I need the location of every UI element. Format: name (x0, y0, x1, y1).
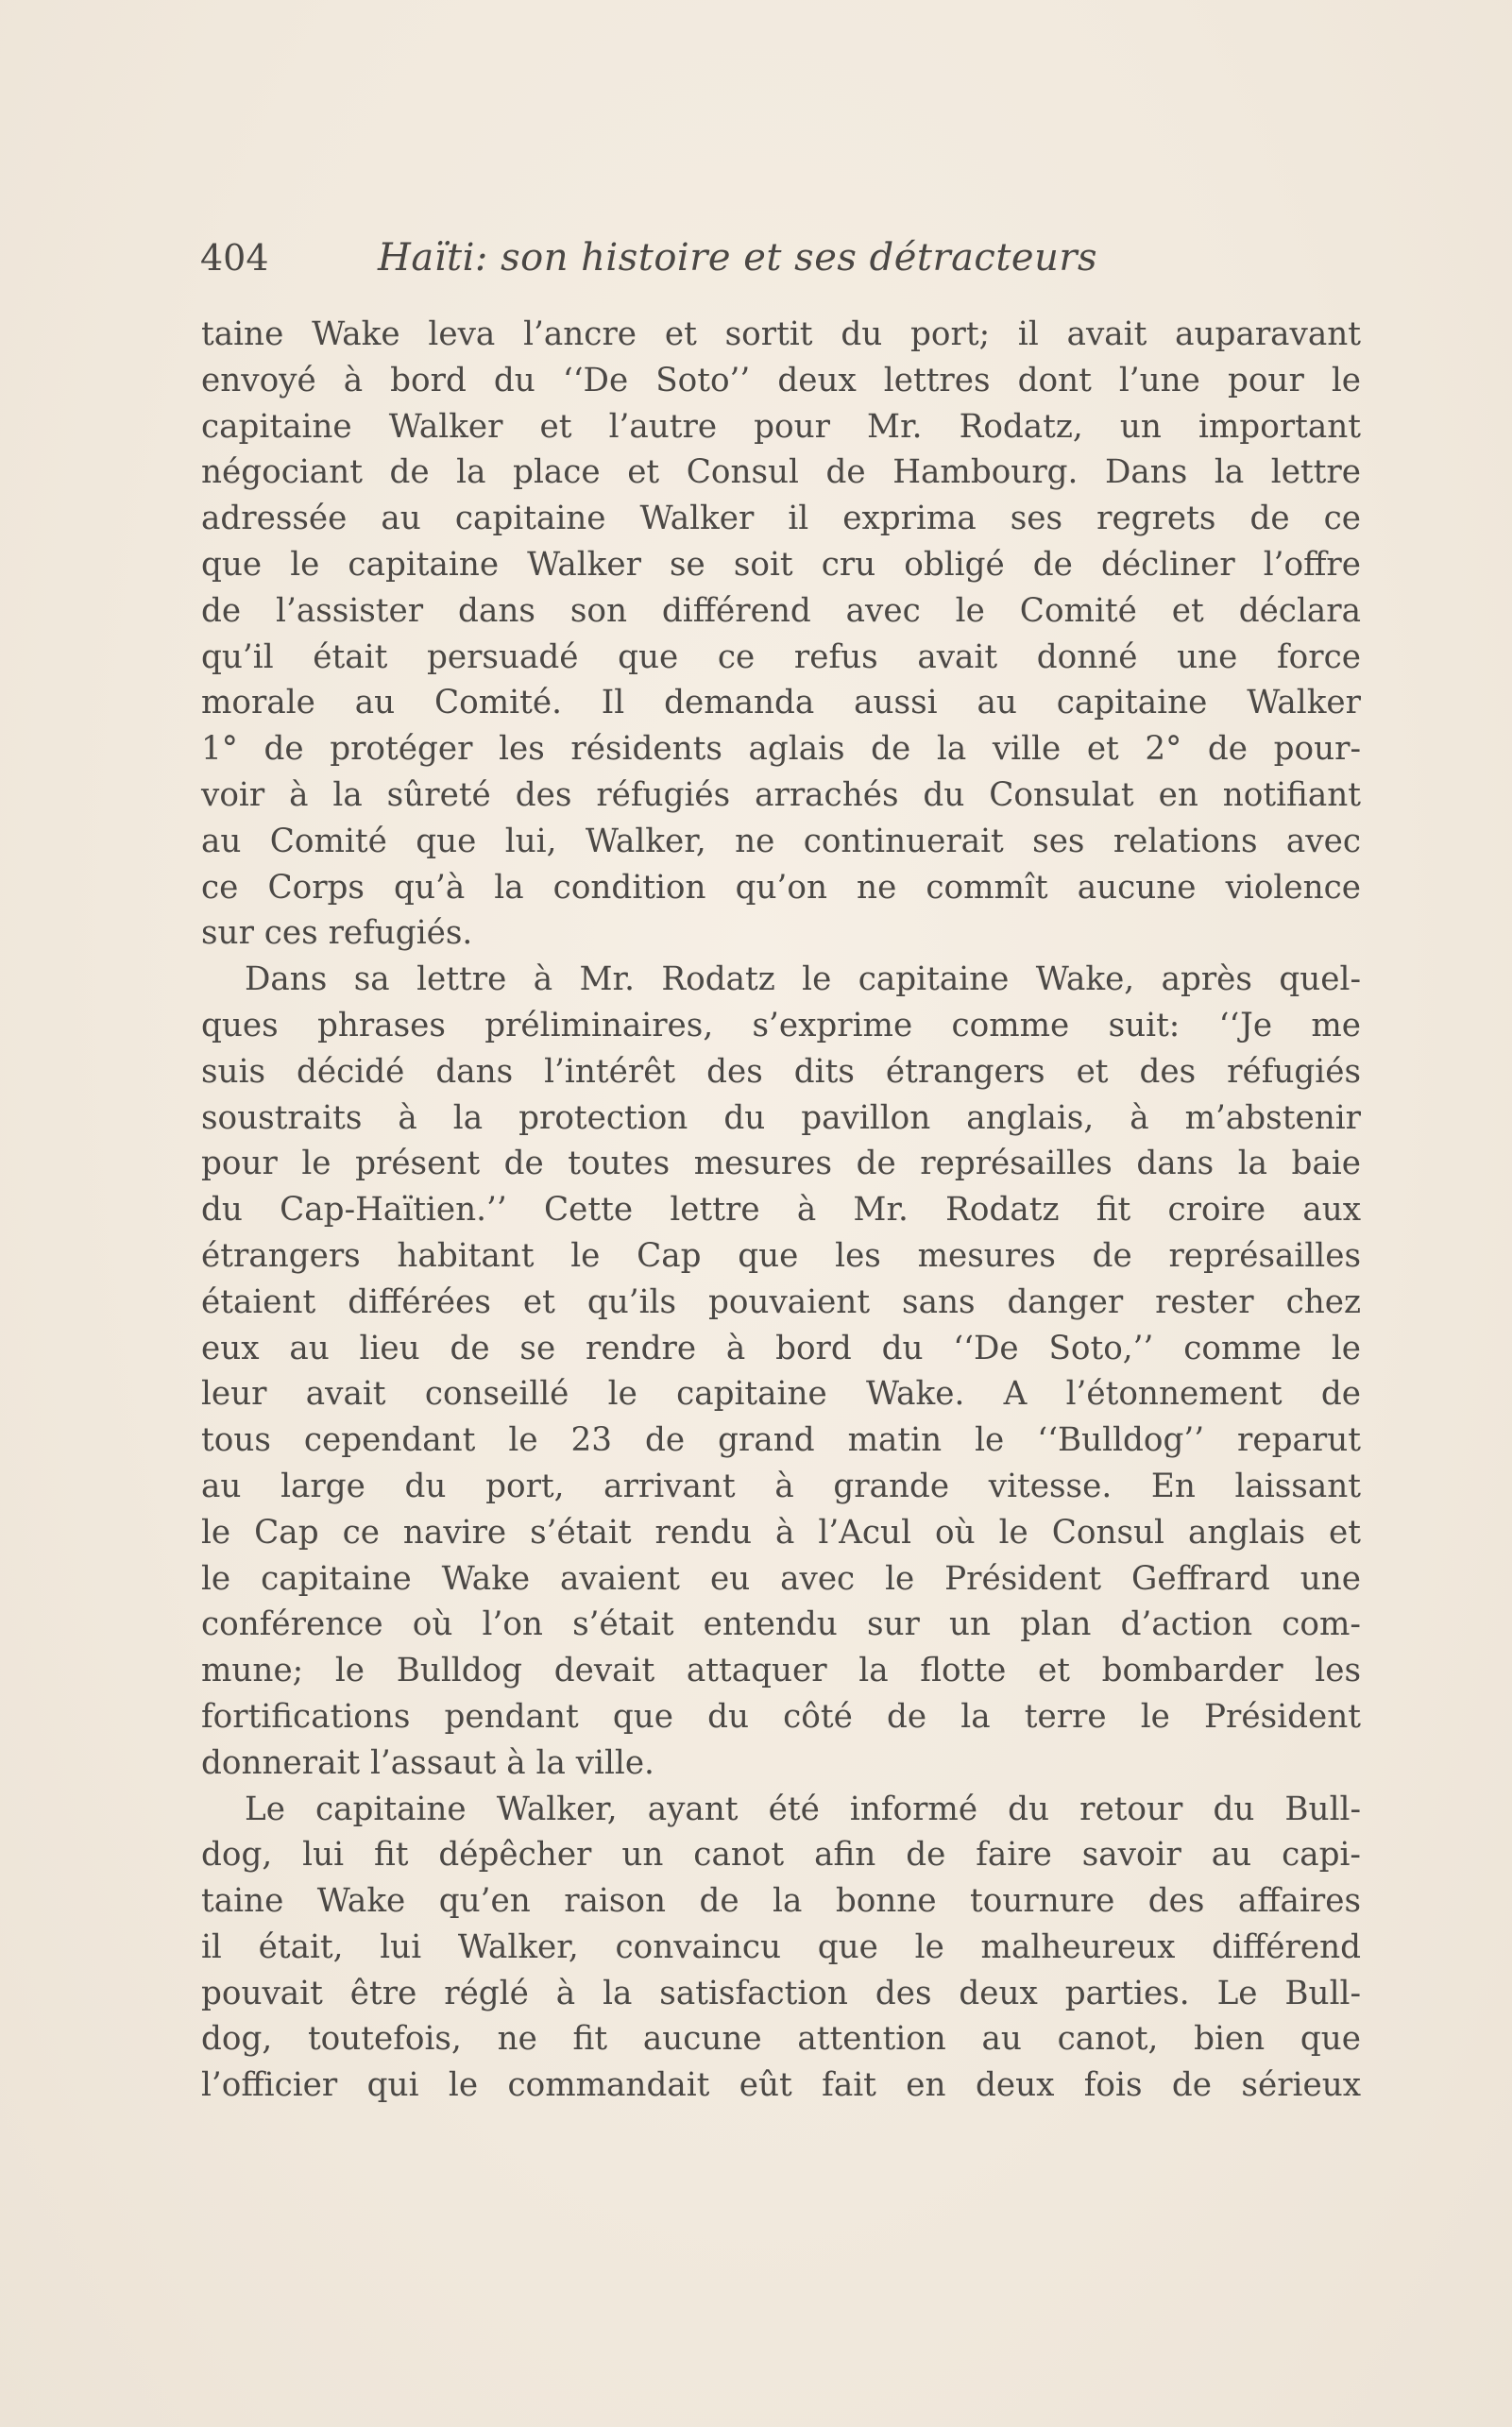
text-line: voir à la sûreté des réfugiés arrachés du Consulat en notifiant (201, 775, 1361, 814)
text-line: ques phrases préliminaires, s’exprime comme suit: ‘‘Je me (201, 1006, 1361, 1044)
text-line: capitaine Walker et l’autre pour Mr. Rodatz, un important (201, 407, 1361, 446)
body-text (201, 312, 1361, 2109)
text-line: envoyé à bord du ‘‘De Soto’’ deux lettres dont l’une pour le (201, 361, 1361, 399)
text-line: morale au Comité. Il demanda aussi au capitaine Walker (201, 684, 1361, 722)
text-line: l’officier qui le commandait eût fait en deux fois de sérieux (201, 2066, 1361, 2105)
running-header (200, 229, 1362, 286)
text-line: tous cependant le 23 de grand matin le ‘‘Bulldog’’ reparut (201, 1421, 1361, 1460)
paragraph (201, 1787, 1361, 2110)
text-line: du Cap-Haïtien.’’ Cette lettre à Mr. Rodatz fit croire aux (201, 1191, 1361, 1230)
running-title: Haïti: son histoire et ses détracteurs (378, 236, 1097, 280)
text-line: soustraits à la protection du pavillon anglais, à m’abstenir (201, 1098, 1361, 1137)
text-line: le Cap ce navire s’était rendu à l’Acul où le Consul anglais et (201, 1513, 1361, 1552)
text-line: il était, lui Walker, convaincu que le malheureux différend (201, 1927, 1361, 1966)
paragraph (201, 312, 1361, 957)
text-line: dog, toutefois, ne fit aucune attention au canot, bien que (201, 2020, 1361, 2059)
text-line: négociant de la place et Consul de Hambourg. Dans la lettre (201, 453, 1361, 492)
text-line: dog, lui fit dépêcher un canot afin de faire savoir au capi- (201, 1836, 1361, 1875)
text-line: que le capitaine Walker se soit cru obligé de décliner l’offre (201, 545, 1361, 584)
text-line: 1° de protéger les résidents aglais de la ville et 2° de pour- (201, 730, 1361, 769)
text-line: taine Wake qu’en raison de la bonne tournure des affaires (201, 1882, 1361, 1921)
text-line: taine Wake leva l’ancre et sortit du port; il avait auparavant (201, 315, 1361, 353)
text-line: de l’assister dans son différend avec le Comité et déclara (201, 591, 1361, 630)
text-line: étaient différées et qu’ils pouvaient sans danger rester chez (201, 1282, 1361, 1321)
text-line: pour le présent de toutes mesures de représailles dans la baie (201, 1145, 1361, 1183)
text-line: mune; le Bulldog devait attaquer la flotte et bombarder les (201, 1652, 1361, 1690)
text-line: au Comité que lui, Walker, ne continuerait ses relations avec (201, 822, 1361, 860)
text-line: leur avait conseillé le capitaine Wake. A l’étonnement de (201, 1375, 1361, 1414)
text-line: le capitaine Wake avaient eu avec le Président Geffrard une (201, 1559, 1361, 1598)
text-line: pouvait être réglé à la satisfaction des deux parties. Le Bull- (201, 1974, 1361, 2012)
text-line: Dans sa lettre à Mr. Rodatz le capitaine Wake, après quel- (245, 960, 1361, 999)
text-line: eux au lieu de se rendre à bord du ‘‘De Soto,’’ comme le (201, 1329, 1361, 1367)
text-line: fortifications pendant que du côté de la terre le Président (201, 1697, 1361, 1736)
paragraph (201, 957, 1361, 1786)
text-line: qu’il était persuadé que ce refus avait donné une force (201, 637, 1361, 676)
text-line: ce Corps qu’à la condition qu’on ne commît aucune violence (201, 868, 1361, 907)
text-line: adressée au capitaine Walker il exprima ses regrets de ce (201, 500, 1361, 538)
page-number: 404 (200, 237, 269, 279)
text-line: étrangers habitant le Cap que les mesures de représailles (201, 1236, 1361, 1275)
text-line: au large du port, arrivant à grande vitesse. En laissant (201, 1467, 1361, 1505)
text-line: sur ces refugiés. (201, 914, 473, 953)
text-line: Le capitaine Walker, ayant été informé du retour du Bull- (245, 1790, 1361, 1828)
text-line: suis décidé dans l’intérêt des dits étrangers et des réfugiés (201, 1052, 1361, 1091)
text-line: donnerait l’assaut à la ville. (201, 1743, 654, 1782)
text-line: conférence où l’on s’était entendu sur un plan d’action com- (201, 1605, 1361, 1644)
